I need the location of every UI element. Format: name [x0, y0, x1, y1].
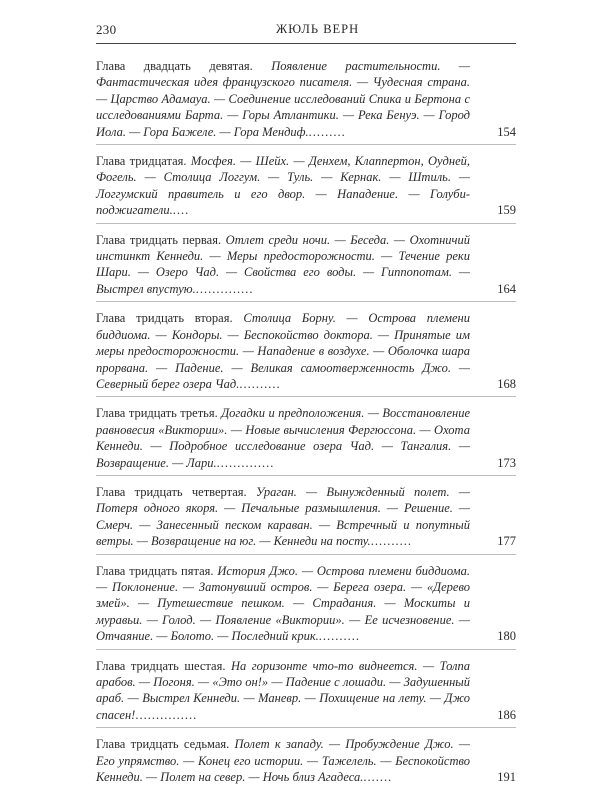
leader-dots: .............. [195, 281, 254, 296]
chapter-page-number: 154 [497, 124, 516, 139]
chapter-label: Глава тридцать четвертая. [96, 484, 247, 499]
chapter-page-number: 180 [497, 629, 516, 644]
chapter-description: На горизонте что-то виднеется. — Толпа арабов. — Погоня. — «Это он!» — Падение с лошади. — Задушенный араб. — Выстрел Кеннеди. — Маневр. — Похищение на лету. — Джо спасен! [96, 658, 471, 722]
leader-dots: .......... [370, 534, 412, 549]
leader-dots: .... [172, 203, 190, 218]
chapter-page-number: 159 [497, 203, 516, 218]
leader-dots: .......... [318, 629, 361, 644]
leader-dots: .......... [239, 376, 281, 391]
chapter-description: Мосфея. — Шейх. — Денхем, Клаппертон, Оудней, Фогель. — Столица Логгум. — Туль. — Кернак. — Штиль. — Логгумский правитель и его двор. — Нападение. — Голуби-поджигатели. [96, 154, 470, 218]
chapter-label: Глава тридцать первая. [96, 232, 222, 247]
chapter-page-number: 168 [497, 376, 516, 391]
chapter-page-number: 173 [497, 455, 516, 470]
toc-entry [96, 405, 516, 476]
toc-entry [96, 58, 516, 145]
table-of-contents [96, 58, 516, 797]
chapter-label: Глава двадцать девятая. [96, 59, 253, 73]
chapter-label: Глава тридцать пятая. [96, 563, 214, 578]
chapter-description: Столица Борну. — Острова племени биддиома. — Кондоры. — Беспокойство доктора. — Принятые им меры предосторожности. — Нападение в воздухе. — Оболочка шара прорвана. — Падение. — Великая самоотверженность Джо. — Северный берег озера Чад. [96, 311, 470, 391]
chapter-label: Глава тридцать шестая. [96, 658, 226, 673]
toc-entry [96, 563, 516, 650]
toc-entry [96, 232, 516, 303]
header-rule [96, 43, 516, 44]
chapter-label: Глава тридцать вторая. [96, 311, 233, 326]
chapter-description: Появление растительности. — Фантастическая идея французского писателя. — Чудесная страна. — Царство Адамауа. — Соединение исследований Спика и Бертона с исследованиями Барта. — Горы Атлантики. — Река Бенуэ. — Город Иола. — Гора Бажеле. — Гора Мендиф. [96, 59, 471, 139]
page-number: 230 [96, 22, 117, 37]
chapter-description: История Джо. — Острова племени биддиома. — Поклонение. — Затонувший остров. — Берега озера. — «Дерево змей». — Путешествие пешком. — Страдания. — Москиты и муравьи. — Голод. — Появление «Виктории». — Ее исчезновение. — Отчаяние. — Болото. — Последний крик. [96, 563, 471, 644]
chapter-page-number: 177 [497, 534, 516, 549]
chapter-description: Ураган. — Вынужденный полет. — Потеря одного якоря. — Печальные размышления. — Решение. — Смерч. — Занесенный песком караван. — Встречный и попутный ветры. — Возвращение на юг. — Кеннеди на посту. [96, 484, 471, 549]
toc-entry [96, 736, 516, 789]
chapter-page-number: 186 [497, 707, 516, 722]
leader-dots: ......... [308, 124, 346, 139]
chapter-description: Полет к западу. — Пробуждение Джо. — Его упрямство. — Конец его истории. — Тажелель. — Беспокойство Кеннеди. — Полет на север. — Ночь близ Агадеса. [96, 737, 470, 785]
chapter-label: Глава тридцать седьмая. [96, 737, 230, 752]
toc-entry [96, 484, 516, 555]
toc-entry [96, 658, 516, 729]
leader-dots: ............... [135, 707, 198, 722]
running-header [96, 20, 516, 42]
chapter-description: Догадки и предположения. — Восстановление равновесия «Виктории». — Новые вычисления Фергюссона. — Охота Кеннеди. — Подробное исследование озера Чад. — Тангалия. — Возвращение. — Лари. [96, 406, 470, 470]
chapter-page-number: 191 [497, 770, 516, 785]
toc-entry [96, 153, 516, 224]
chapter-label: Глава тридцатая. [96, 154, 187, 169]
leader-dots: ....... [363, 770, 393, 785]
leader-dots: .............. [216, 455, 275, 470]
toc-entry [96, 310, 516, 397]
running-title: ЖЮЛЬ ВЕРН [276, 22, 360, 36]
chapter-label: Глава тридцать третья. [96, 406, 218, 421]
chapter-description: Отлет среди ночи. — Беседа. — Охотничий инстинкт Кеннеди. — Меры предосторожности. — Течение реки Шари. — Озеро Чад. — Свойства его воды. — Гиппопотам. — Выстрел впустую. [96, 232, 471, 296]
chapter-page-number: 164 [497, 281, 516, 296]
